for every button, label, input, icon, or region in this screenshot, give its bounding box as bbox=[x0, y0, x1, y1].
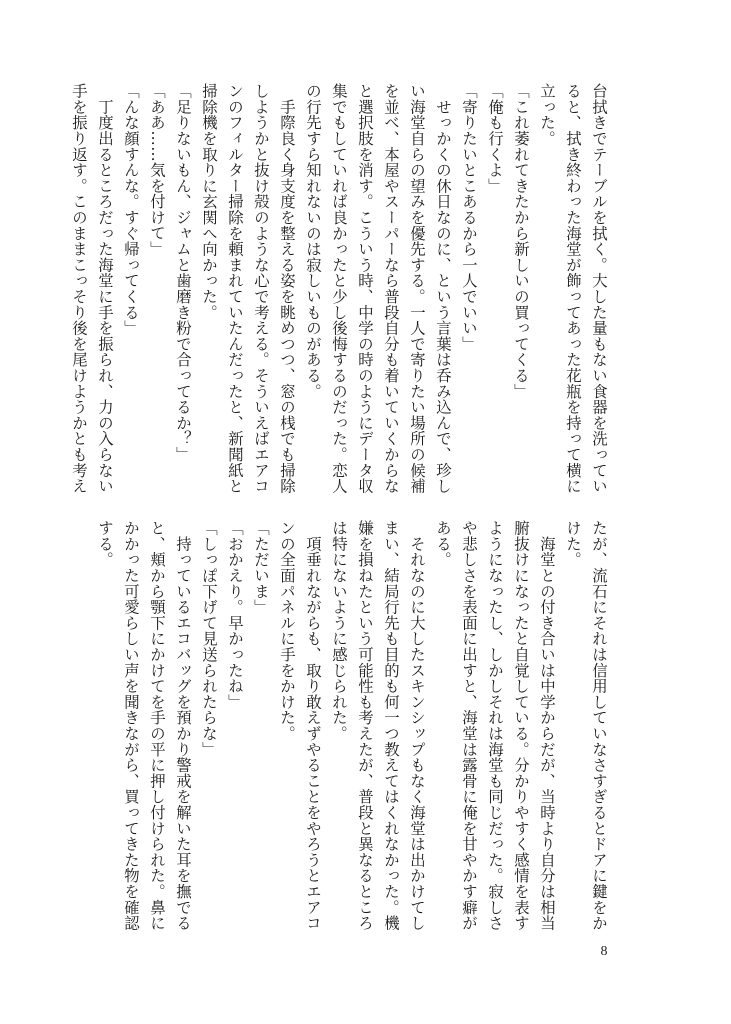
text-line: ようになったし、しかしそれは海堂も同じだった。寂しさ bbox=[486, 520, 504, 931]
text-line: の行先すら知れないのは寂しいものがある。 bbox=[304, 83, 322, 399]
text-line: しようかと抜け殻のような心で考える。そういえばエアコ bbox=[252, 83, 270, 494]
text-line: 「足りないもん、ジャムと歯磨き粉で合ってるか？」 bbox=[174, 83, 192, 463]
text-line: 「これ萎れてきたから新しいの買ってくる」 bbox=[512, 83, 530, 399]
text-line: 海堂との付き合いは中学からだが、当時より自分は相当 bbox=[538, 520, 556, 931]
text-line: ると、拭き終わった海堂が飾ってあった花瓶を持って横に bbox=[564, 83, 582, 494]
text-line: と、頬から顎下にかけてを手の平に押し付けられた。鼻に bbox=[148, 520, 166, 931]
text-line: それなのに大したスキンシップもなく海堂は出かけてし bbox=[408, 520, 426, 931]
text-line: 「んな顔すんな。すぐ帰ってくる」 bbox=[122, 83, 140, 336]
text-line: 持っているエコバッグを預かり警戒を解いた耳を撫でる bbox=[174, 520, 192, 931]
text-line: ンの全面パネルに手をかけた。 bbox=[278, 520, 296, 742]
text-line: 「寄りたいとこあるから一人でいい」 bbox=[460, 83, 478, 352]
text-line: 腑抜けになったと自覚している。分かりやすく感情を表す bbox=[512, 520, 530, 931]
text-line: と選択肢を消す。こういう時、中学の時のようにデータ収 bbox=[356, 83, 374, 494]
text-line: 手際良く身支度を整える姿を眺めつつ、窓の桟でも掃除 bbox=[278, 83, 296, 494]
text-line: は特にないように感じられた。 bbox=[330, 520, 348, 742]
text-line: を並べ、本屋やスーパーなら普段自分も着いていくからな bbox=[382, 83, 400, 494]
text-line: まい、結局行先も目的も何一つ教えてはくれなかった。機 bbox=[382, 520, 400, 931]
text-line: や悲しさを表面に出すと、海堂は露骨に俺を甘やかす癖が bbox=[460, 520, 478, 931]
text-line: 集でもしていれば良かったと少し後悔するのだった。恋人 bbox=[330, 83, 348, 494]
text-line: けた。 bbox=[564, 520, 582, 568]
text-line: かかった可愛らしい声を聞きながら、買ってきた物を確認 bbox=[122, 520, 140, 931]
text-line: 丁度出るところだった海堂に手を振られ、力の入らない bbox=[96, 83, 114, 494]
text-line: する。 bbox=[96, 520, 114, 568]
text-line: ある。 bbox=[434, 520, 452, 568]
upper-text-block bbox=[70, 83, 612, 494]
text-line: 項垂れながらも、取り敢えずやることをやろうとエアコ bbox=[304, 520, 322, 931]
text-line: 掃除機を取りに玄関へ向かった。 bbox=[200, 83, 218, 320]
text-line: 立った。 bbox=[538, 83, 556, 147]
text-line: 嫌を損ねたという可能性も考えたが、普段と異なるところ bbox=[356, 520, 374, 931]
text-line: ンのフィルター掃除を頼まれていたんだったと、新聞紙と bbox=[226, 83, 244, 494]
text-line: 台拭きでテーブルを拭く。大した量もない食器を洗ってい bbox=[590, 83, 608, 494]
page-number: 8 bbox=[600, 944, 608, 959]
text-line: い海堂自らの望みを優先する。一人で寄りたい場所の候補 bbox=[408, 83, 426, 494]
text-line: 「俺も行くよ」 bbox=[486, 83, 504, 194]
text-line: たが、流石にそれは信用していなさすぎるとドアに鍵をか bbox=[590, 520, 608, 931]
text-line: 手を振り返す。このままこっそり後を尾けようかとも考え bbox=[70, 83, 88, 494]
text-line: せっかくの休日なのに、という言葉は呑み込んで、珍し bbox=[434, 83, 452, 494]
lower-text-block bbox=[96, 520, 612, 931]
text-line: 「しっぽ下げて見送られたらな」 bbox=[200, 520, 218, 757]
text-line: 「ああ……気を付けて」 bbox=[148, 83, 166, 257]
text-line: 「おかえり。早かったね」 bbox=[226, 520, 244, 710]
text-line: 「ただいま」 bbox=[252, 520, 270, 615]
